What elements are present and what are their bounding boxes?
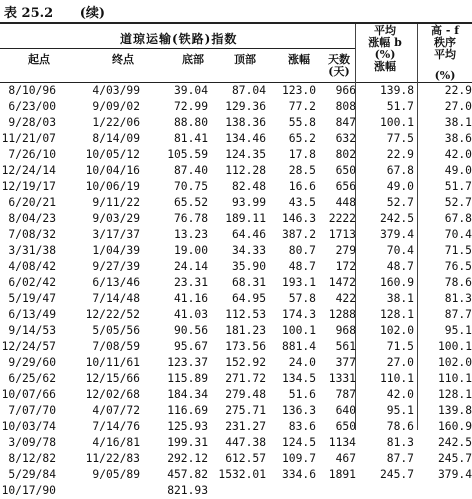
cell-top-value	[208, 483, 266, 499]
cell-top-value: 87.04	[231, 84, 266, 97]
cell-end-date: 9/05/89	[92, 468, 140, 481]
cell-avg-gain: 42.0	[386, 388, 414, 401]
cell-end-date: 7/08/59	[92, 340, 140, 353]
cell-avg-gain: 70.4	[386, 244, 414, 257]
cell-avg-gain: 49.0	[386, 180, 414, 193]
cell-bottom-value: 41.16	[173, 292, 208, 305]
cell-high-avg: 78.6	[444, 276, 472, 289]
col-start-header: 起点	[28, 53, 50, 66]
table-row	[0, 387, 472, 403]
cell-gain-pct: 387.2	[281, 228, 316, 241]
cell-start-date: 6/13/49	[8, 308, 56, 321]
cell-top-value: 64.95	[231, 292, 266, 305]
cell-days: 1288	[328, 308, 356, 321]
cell-end-date: 4/03/99	[92, 84, 140, 97]
table-row	[0, 339, 472, 355]
cell-avg-gain: 110.1	[379, 372, 414, 385]
cell-top-value: 124.35	[225, 148, 266, 161]
avg-gain-header	[356, 25, 414, 73]
cell-high-avg: 87.7	[444, 308, 472, 321]
cell-top-value: 271.72	[225, 372, 266, 385]
cell-bottom-value: 184.34	[167, 388, 208, 401]
cell-start-date: 5/29/84	[8, 468, 56, 481]
cell-gain-pct: 83.6	[288, 420, 316, 433]
cell-top-value: 612.57	[225, 452, 266, 465]
cell-avg-gain: 52.7	[386, 196, 414, 209]
table-row	[0, 259, 472, 275]
high-header	[418, 25, 472, 61]
cell-bottom-value: 19.00	[173, 244, 208, 257]
cell-gain-pct: 881.4	[281, 340, 316, 353]
cell-start-date: 6/02/42	[8, 276, 56, 289]
cell-end-date: 5/05/56	[92, 324, 140, 337]
cell-start-date: 3/31/38	[8, 244, 56, 257]
high-header-line3: 平均	[434, 48, 456, 61]
cell-end-date: 4/07/72	[92, 404, 140, 417]
cell-avg-gain: 95.1	[386, 404, 414, 417]
cell-end-date: 10/04/16	[85, 164, 140, 177]
cell-top-value: 173.56	[225, 340, 266, 353]
cell-gain-pct: 174.3	[281, 308, 316, 321]
cell-avg-gain: 51.7	[386, 100, 414, 113]
table-row	[0, 195, 472, 211]
table-row	[0, 451, 472, 467]
cell-bottom-value: 105.59	[167, 148, 208, 161]
cell-gain-pct: 109.7	[281, 452, 316, 465]
cell-days: 1713	[328, 228, 356, 241]
avg-header-line1: 平均	[374, 24, 396, 37]
avg-header-line2: 涨幅 b	[368, 36, 402, 49]
cell-start-date: 10/03/74	[1, 420, 56, 433]
cell-gain-pct: 100.1	[281, 324, 316, 337]
table-row	[0, 435, 472, 451]
cell-high-avg: 27.0	[444, 100, 472, 113]
cell-avg-gain: 160.9	[379, 276, 414, 289]
col-bottom-header: 底部	[182, 53, 204, 66]
cell-start-date: 12/24/57	[1, 340, 56, 353]
cell-high-avg: 110.1	[437, 372, 472, 385]
cell-start-date: 7/08/32	[8, 228, 56, 241]
table-title	[4, 2, 105, 21]
cell-start-date: 7/07/70	[8, 404, 56, 417]
cell-avg-gain: 38.1	[386, 292, 414, 305]
cell-days: 640	[335, 404, 356, 417]
avg-header-line4: 涨幅	[374, 60, 396, 73]
cell-gain-pct: 124.5	[281, 436, 316, 449]
cell-end-date: 10/05/12	[85, 148, 140, 161]
table-row	[0, 419, 472, 435]
col-top-header: 顶部	[234, 53, 256, 66]
cell-gain-pct: 136.3	[281, 404, 316, 417]
cell-end-date: 9/27/39	[92, 260, 140, 273]
table-row	[0, 179, 472, 195]
cell-end-date: 1/04/39	[92, 244, 140, 257]
cell-bottom-value: 457.82	[167, 468, 208, 481]
cell-end-date: 3/17/37	[92, 228, 140, 241]
cell-high-avg	[414, 483, 472, 499]
cell-high-avg: 42.0	[444, 148, 472, 161]
cell-days: 968	[335, 324, 356, 337]
cell-end-date: 12/22/52	[85, 308, 140, 321]
cell-days: 448	[335, 196, 356, 209]
cell-days: 656	[335, 180, 356, 193]
table-row	[0, 355, 472, 371]
cell-avg-gain: 77.5	[386, 132, 414, 145]
cell-high-avg: 51.7	[444, 180, 472, 193]
table-number: 表 25.2	[4, 6, 54, 21]
cell-bottom-value: 88.80	[173, 116, 208, 129]
cell-end-date: 4/16/81	[92, 436, 140, 449]
cell-end-date	[56, 483, 140, 499]
cell-end-date: 7/14/76	[92, 420, 140, 433]
cell-bottom-value: 116.69	[167, 404, 208, 417]
cell-start-date: 9/28/03	[8, 116, 56, 129]
cell-top-value: 35.90	[231, 260, 266, 273]
cell-high-avg: 160.9	[437, 420, 472, 433]
cell-days: 787	[335, 388, 356, 401]
cell-high-avg: 71.5	[444, 244, 472, 257]
cell-bottom-value: 70.75	[173, 180, 208, 193]
table-row	[0, 467, 472, 483]
cell-top-value: 152.92	[225, 356, 266, 369]
cell-days: 422	[335, 292, 356, 305]
avg-header-line3: (%)	[374, 48, 396, 61]
cell-bottom-value: 76.78	[173, 212, 208, 225]
cell-end-date: 6/13/46	[92, 276, 140, 289]
cell-days	[316, 483, 356, 499]
cell-avg-gain: 242.5	[379, 212, 414, 225]
cell-avg-gain: 102.0	[379, 324, 414, 337]
cell-days: 172	[335, 260, 356, 273]
table-row	[0, 115, 472, 131]
cell-high-avg: 52.7	[444, 196, 472, 209]
cell-gain-pct	[266, 483, 316, 499]
cell-bottom-value: 23.31	[173, 276, 208, 289]
cell-bottom-value: 821.93	[167, 484, 208, 497]
cell-gain-pct: 77.2	[288, 100, 316, 113]
top-rule	[0, 22, 472, 24]
cell-start-date: 6/25/62	[8, 372, 56, 385]
cell-gain-pct: 43.5	[288, 196, 316, 209]
cell-bottom-value: 199.31	[167, 436, 208, 449]
days-header-unit: (天)	[328, 65, 350, 78]
cell-top-value: 134.46	[225, 132, 266, 145]
cell-start-date: 10/07/66	[1, 388, 56, 401]
cell-start-date: 10/17/90	[1, 484, 56, 497]
cell-start-date: 9/29/60	[8, 356, 56, 369]
cell-start-date: 4/08/42	[8, 260, 56, 273]
cell-end-date: 9/11/22	[92, 196, 140, 209]
col-days-header	[322, 54, 356, 78]
cell-bottom-value: 65.52	[173, 196, 208, 209]
cell-bottom-value: 95.67	[173, 340, 208, 353]
cell-gain-pct: 80.7	[288, 244, 316, 257]
cell-start-date: 8/10/96	[8, 84, 56, 97]
table-row	[0, 211, 472, 227]
cell-gain-pct: 17.8	[288, 148, 316, 161]
cell-end-date: 7/14/48	[92, 292, 140, 305]
cell-days: 377	[335, 356, 356, 369]
cell-top-value: 447.38	[225, 436, 266, 449]
cell-high-avg: 38.1	[444, 116, 472, 129]
cell-bottom-value: 125.93	[167, 420, 208, 433]
col-gain-header: 涨幅	[288, 53, 310, 66]
cell-high-avg: 70.4	[444, 228, 472, 241]
data-table	[0, 83, 472, 499]
cell-days: 279	[335, 244, 356, 257]
table-body	[0, 83, 472, 499]
cell-days: 1472	[328, 276, 356, 289]
cell-start-date: 12/24/14	[1, 164, 56, 177]
cell-start-date: 9/14/53	[8, 324, 56, 337]
cell-start-date: 3/09/78	[8, 436, 56, 449]
table-row	[0, 227, 472, 243]
cell-high-avg: 22.9	[444, 84, 472, 97]
cell-end-date: 10/11/61	[85, 356, 140, 369]
cell-high-avg: 100.1	[437, 340, 472, 353]
cell-start-date: 8/12/82	[8, 452, 56, 465]
cell-gain-pct: 16.6	[288, 180, 316, 193]
cell-bottom-value: 13.23	[173, 228, 208, 241]
cell-bottom-value: 115.89	[167, 372, 208, 385]
cell-start-date: 8/04/23	[8, 212, 56, 225]
cell-days: 1331	[328, 372, 356, 385]
cell-gain-pct: 193.1	[281, 276, 316, 289]
table-row	[0, 147, 472, 163]
group-rule	[0, 48, 356, 49]
cell-days: 467	[335, 452, 356, 465]
cell-bottom-value: 123.37	[167, 356, 208, 369]
cell-days: 966	[335, 84, 356, 97]
high-header-line1: 高 - f	[431, 24, 459, 37]
cell-start-date: 5/19/47	[8, 292, 56, 305]
cell-high-avg: 102.0	[437, 356, 472, 369]
cell-high-avg: 95.1	[444, 324, 472, 337]
cell-avg-gain: 78.6	[386, 420, 414, 433]
cell-start-date: 6/23/00	[8, 100, 56, 113]
cell-high-avg: 245.7	[437, 452, 472, 465]
cell-top-value: 93.99	[231, 196, 266, 209]
cell-avg-gain: 87.7	[386, 452, 414, 465]
cell-top-value: 64.46	[231, 228, 266, 241]
cell-top-value: 275.71	[225, 404, 266, 417]
cell-top-value: 1532.01	[218, 468, 266, 481]
cell-end-date: 1/22/06	[92, 116, 140, 129]
cell-days: 808	[335, 100, 356, 113]
cell-bottom-value: 292.12	[167, 452, 208, 465]
cell-start-date: 11/21/07	[1, 132, 56, 145]
cell-bottom-value: 81.41	[173, 132, 208, 145]
cell-top-value: 68.31	[231, 276, 266, 289]
cell-bottom-value: 90.56	[173, 324, 208, 337]
cell-high-avg: 139.8	[437, 404, 472, 417]
cell-avg-gain: 100.1	[379, 116, 414, 129]
cell-avg-gain: 139.8	[379, 84, 414, 97]
cell-gain-pct: 48.7	[288, 260, 316, 273]
table-row	[0, 307, 472, 323]
cell-gain-pct: 28.5	[288, 164, 316, 177]
col-end-header: 终点	[112, 53, 134, 66]
cell-avg-gain: 81.3	[386, 436, 414, 449]
cell-high-avg: 128.1	[437, 388, 472, 401]
table-row	[0, 275, 472, 291]
cell-gain-pct: 134.5	[281, 372, 316, 385]
table-row	[0, 291, 472, 307]
cell-high-avg: 242.5	[437, 436, 472, 449]
cell-gain-pct: 57.8	[288, 292, 316, 305]
cell-days: 561	[335, 340, 356, 353]
table-row	[0, 323, 472, 339]
cell-end-date: 9/03/29	[92, 212, 140, 225]
cell-start-date: 12/19/17	[1, 180, 56, 193]
cell-avg-gain: 67.8	[386, 164, 414, 177]
cell-end-date: 12/15/66	[85, 372, 140, 385]
group-header: 道琼运输(铁路)指数	[120, 32, 238, 46]
cell-high-avg: 38.6	[444, 132, 472, 145]
high-unit-header: (%)	[434, 69, 456, 82]
cell-gain-pct: 334.6	[281, 468, 316, 481]
cell-bottom-value: 72.99	[173, 100, 208, 113]
cell-avg-gain: 379.4	[379, 228, 414, 241]
cell-avg-gain: 27.0	[386, 356, 414, 369]
table-row	[0, 163, 472, 179]
cell-days: 1134	[328, 436, 356, 449]
cell-avg-gain: 245.7	[379, 468, 414, 481]
cell-avg-gain: 71.5	[386, 340, 414, 353]
cell-days: 650	[335, 164, 356, 177]
cell-high-avg: 49.0	[444, 164, 472, 177]
cell-top-value: 181.23	[225, 324, 266, 337]
cell-end-date: 11/22/83	[85, 452, 140, 465]
cell-top-value: 231.27	[225, 420, 266, 433]
cell-high-avg: 67.8	[444, 212, 472, 225]
cell-days: 802	[335, 148, 356, 161]
high-header-line2: 秩序	[434, 36, 456, 49]
cell-end-date: 9/09/02	[92, 100, 140, 113]
cell-end-date: 8/14/09	[92, 132, 140, 145]
cell-avg-gain: 48.7	[386, 260, 414, 273]
days-header-label: 天数	[328, 53, 350, 66]
cell-gain-pct: 24.0	[288, 356, 316, 369]
cell-days: 2222	[328, 212, 356, 225]
table-row	[0, 371, 472, 387]
cell-bottom-value: 24.14	[173, 260, 208, 273]
cell-start-date: 7/26/10	[8, 148, 56, 161]
cell-top-value: 138.36	[225, 116, 266, 129]
cell-top-value: 112.28	[225, 164, 266, 177]
cell-top-value: 279.48	[225, 388, 266, 401]
table-row	[0, 99, 472, 115]
cell-avg-gain: 22.9	[386, 148, 414, 161]
cell-gain-pct: 123.0	[281, 84, 316, 97]
cell-end-date: 12/02/68	[85, 388, 140, 401]
cell-days: 650	[335, 420, 356, 433]
cell-high-avg: 81.3	[444, 292, 472, 305]
table-row	[0, 83, 472, 99]
cell-gain-pct: 146.3	[281, 212, 316, 225]
cell-high-avg: 379.4	[437, 468, 472, 481]
cell-gain-pct: 55.8	[288, 116, 316, 129]
table-row	[0, 131, 472, 147]
cell-avg-gain	[356, 483, 414, 499]
cell-days: 847	[335, 116, 356, 129]
cell-top-value: 34.33	[231, 244, 266, 257]
cell-gain-pct: 51.6	[288, 388, 316, 401]
table-row	[0, 403, 472, 419]
cell-top-value: 112.53	[225, 308, 266, 321]
cell-days: 632	[335, 132, 356, 145]
table-continued-label: (续)	[79, 6, 106, 21]
cell-bottom-value: 41.03	[173, 308, 208, 321]
cell-bottom-value: 39.04	[173, 84, 208, 97]
cell-top-value: 189.11	[225, 212, 266, 225]
cell-start-date: 6/20/21	[8, 196, 56, 209]
cell-days: 1891	[328, 468, 356, 481]
cell-bottom-value: 87.40	[173, 164, 208, 177]
cell-top-value: 129.36	[225, 100, 266, 113]
cell-top-value: 82.48	[231, 180, 266, 193]
cell-avg-gain: 128.1	[379, 308, 414, 321]
cell-end-date: 10/06/19	[85, 180, 140, 193]
cell-high-avg: 76.5	[444, 260, 472, 273]
table-row	[0, 483, 472, 499]
table-row	[0, 243, 472, 259]
cell-gain-pct: 65.2	[288, 132, 316, 145]
